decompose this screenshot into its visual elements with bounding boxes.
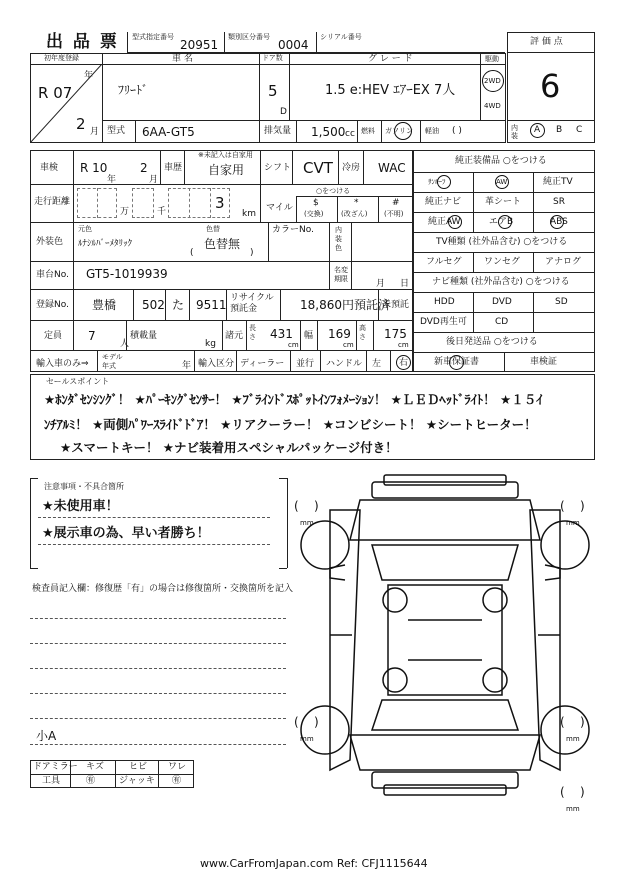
color-number-label: カラーNo. [272, 225, 314, 235]
first-reg-year: R 07 [38, 84, 73, 102]
handle-label: ハンドル [326, 359, 363, 369]
later-inspection-cert: 車検証 [530, 357, 558, 367]
unknown-symbol: # [392, 198, 400, 208]
fuel-gasoline: ガソリン [385, 127, 413, 135]
displacement-unit: cc [345, 129, 355, 139]
original-color: ﾙﾅｼﾙﾊﾞｰﾒﾀﾘｯｸ [78, 239, 133, 249]
genuine-equipment-label: 純正装備品 ○をつける [455, 156, 547, 166]
score-value: 6 [540, 67, 561, 105]
original-color-label: 元色 [78, 225, 92, 233]
mile-label: マイル [266, 203, 293, 213]
tread-unit-spare: mm [566, 805, 580, 813]
load-label: 積載量 [130, 331, 158, 341]
registration-kana: た [172, 298, 185, 312]
inspection-month-unit: 月 [149, 175, 159, 185]
import-dealer: ディーラー [240, 359, 285, 369]
tv-oneseg: ワンセグ [484, 257, 521, 267]
inspector-note: 小A [36, 729, 57, 743]
name-change-month: 月 [376, 279, 386, 289]
tread-bracket-rl: ( ) [294, 715, 319, 729]
model-year-label: モデル年式 [102, 353, 123, 370]
tv-fullseg: フルセグ [426, 257, 462, 267]
tread-unit-fl: mm [300, 519, 314, 527]
name-change-day: 日 [400, 279, 410, 289]
note-line-1: ★未使用車！ [42, 499, 119, 514]
chassis-label: 車台No. [36, 270, 69, 280]
legend-door-mirror: ドアミラー [33, 762, 78, 772]
height-label: 高さ [359, 324, 366, 341]
footer-reference: www.CarFromJapan.com Ref: CFJ1115644 [200, 857, 428, 870]
sales-line-1: ★ﾎﾝﾀﾞｾﾝｼﾝｸﾞ！ ★ﾊﾟｰｷﾝｸﾞｾﾝｻｰ！ ★ﾌﾞﾗｲﾝﾄﾞｽﾎﾟｯﾄｲﾝﾌｫﾒｰｼｮﾝ！ ★ＬＥＤﾍｯﾄﾞﾗｲﾄ！ ★１５ｲ [44, 392, 543, 407]
sales-line-2: ﾝﾁｱﾙﾐ！ ★両側ﾊﾟﾜｰｽﾗｲﾄﾞﾄﾞｱ！ ★リアクーラー！ ★コンビシート！ ★シートヒーター！ [44, 417, 537, 432]
tread-unit-fr: mm [566, 519, 580, 527]
navi-dvd: DVD [492, 297, 512, 307]
exchange-label: (交換) [304, 210, 324, 218]
chassis-number: GT5-1019939 [86, 267, 168, 281]
registration-area: 豊橋 [92, 298, 117, 312]
drive-label: 駆動 [485, 55, 499, 63]
capacity-value: 7 [88, 329, 96, 343]
import-label: 輸入車のみ⇒ [36, 359, 89, 369]
length-value: 431 [270, 327, 293, 341]
length-unit: cm [288, 341, 299, 349]
shift-value: CVT [303, 159, 333, 177]
navi-type-label: ナビ種類 (社外品含む) ○をつける [432, 277, 570, 287]
navi-sd: SD [555, 297, 568, 307]
legend-jack-present: ㊒ [172, 776, 182, 786]
tamper-symbol: * [354, 198, 359, 208]
note-line-2: ★展示車の為、早い者勝ち！ [42, 526, 210, 541]
year-unit: 年 [84, 71, 94, 81]
tread-bracket-fl: ( ) [294, 499, 319, 513]
shift-label: シフト [264, 163, 292, 173]
sales-line-3: ★スマートキー！ ★ナビ装着用スペシャルパッケージ付き！ [60, 440, 398, 455]
notes-label: 注意事項・不具合箇所 [44, 482, 124, 491]
interior-b: B [556, 125, 563, 135]
tv-analog: アナログ [545, 257, 582, 267]
sales-points-label: セールスポイント [46, 377, 110, 386]
recycle-unpaid: 未預託 [382, 300, 410, 310]
paren-close: ) [250, 248, 254, 258]
name-change-label: 名変期限 [334, 266, 348, 283]
color-change-value: 色替無 [204, 237, 241, 251]
later-shipment-label: 後日発送品 ○をつける [446, 337, 538, 347]
mileage-man: 万 [120, 207, 130, 217]
drive-2wd: 2WD [484, 77, 501, 85]
inspection-label: 車検 [40, 163, 59, 173]
import-category-label: 輸入区分 [198, 359, 235, 369]
doors-label: ドア数 [262, 54, 283, 62]
fuel-label: 燃料 [361, 127, 375, 135]
inspector-notes-label: 検査員記入欄：修復歴「有」の場合は修復箇所・交換箇所を記入 [32, 584, 294, 594]
tread-bracket-rr: ( ) [560, 715, 585, 729]
handle-left: 左 [372, 359, 382, 369]
grade-value: 1.5 e:HEV ｴｱｰEX 7人 [325, 83, 456, 98]
legend-crack: ヒビ [129, 762, 148, 772]
mileage-unit: km [242, 209, 256, 219]
grade-label: グ レ ー ド [368, 54, 413, 64]
first-reg-month: 2 [76, 115, 86, 133]
capacity-unit: 人 [120, 339, 130, 349]
tread-unit-rl: mm [300, 735, 314, 743]
dims-label: 諸元 [225, 331, 244, 341]
displacement-value: 1,500 [311, 125, 346, 139]
month-unit: 月 [90, 127, 100, 137]
navi-dvd-playback: DVD再生可 [420, 317, 467, 327]
tread-unit-rr: mm [566, 735, 580, 743]
exterior-color-label: 外装色 [36, 237, 64, 247]
displacement-label: 排気量 [264, 126, 292, 136]
tamper-label: (改ざん) [341, 210, 368, 218]
navi-cd: CD [495, 317, 509, 327]
equip-abs: ABS [550, 217, 568, 227]
model-label: 型式 [107, 126, 126, 136]
load-unit: kg [205, 339, 216, 349]
inspection-year: R 10 [80, 161, 108, 175]
capacity-label: 定員 [44, 331, 63, 341]
inspection-year-unit: 年 [107, 175, 117, 185]
equip-genuine-aw: 純正AW [428, 217, 461, 227]
interior-label: 内装 [511, 124, 518, 140]
registration-class: 502 [142, 298, 165, 312]
width-value: 169 [328, 327, 351, 341]
legend-jack: ジャッキ [119, 776, 155, 786]
mileage-label: 走行距離 [34, 197, 71, 207]
class-number: 0004 [278, 38, 309, 52]
mileage-sen: 千 [157, 207, 167, 217]
equip-leather-seat: 革シート [485, 197, 522, 207]
recycle-label: リサイクル預託金 [230, 293, 274, 314]
navi-hdd: HDD [434, 297, 455, 307]
unknown-label: (不明) [384, 210, 404, 218]
first-reg-diagonal [30, 64, 102, 143]
tread-bracket-spare: ( ) [560, 785, 585, 799]
model-year-unit: 年 [182, 361, 192, 371]
fuel-diesel: 軽油 [425, 127, 439, 135]
height-value: 175 [384, 327, 407, 341]
legend-tools: 工具 [42, 776, 61, 786]
history-label: 車歴 [164, 163, 183, 173]
first-reg-label: 初年度登録 [44, 54, 79, 62]
paren-open: ( [190, 248, 194, 258]
legend-break: ワレ [168, 762, 187, 772]
score-label: 評 価 点 [530, 37, 563, 47]
mileage-circle-note: ○をつける [316, 187, 351, 195]
legend-scratch: キズ [86, 762, 104, 772]
tv-type-label: TV種類 (社外品含む) ○をつける [436, 237, 568, 247]
width-unit: cm [343, 341, 354, 349]
equip-genuine-navi: 純正ナビ [425, 197, 462, 207]
interior-c: C [576, 125, 583, 135]
height-unit: cm [398, 341, 409, 349]
legend-tools-present: ㊒ [86, 776, 96, 786]
tread-bracket-fr: ( ) [560, 499, 585, 513]
width-label: 幅 [304, 331, 314, 341]
registration-number: 9511 [196, 298, 227, 312]
car-name: ﾌﾘｰﾄﾞ [118, 83, 149, 97]
recycle-value: 18,860円預託済 [300, 298, 390, 312]
equip-sr: SR [553, 197, 565, 207]
interior-color-label: 内装色 [335, 226, 342, 252]
car-damage-diagram [290, 470, 600, 810]
interior-a: A [534, 125, 541, 135]
serial-label: シリアル番号 [320, 33, 362, 41]
sheet-title: 出 品 票 [46, 32, 119, 52]
equip-aw: AW [496, 178, 508, 186]
color-change-label: 色替 [206, 225, 220, 233]
exchange-symbol: $ [313, 198, 319, 208]
ac-value: WAC [378, 161, 406, 175]
doors-value: 5 [268, 82, 278, 100]
history-note: ※未記入は自家用 [198, 151, 253, 159]
drive-4wd: 4WD [484, 102, 501, 110]
handle-right: 右 [399, 358, 409, 368]
history-value: 自家用 [208, 163, 245, 177]
model-spec-label: 型式指定番号 [132, 33, 174, 41]
equip-sunroof: ｻﾝﾙｰﾌ [428, 178, 446, 186]
equip-airbag: エアB [489, 217, 514, 227]
length-label: 長さ [249, 324, 256, 341]
model-code: 6AA-GT5 [142, 125, 195, 139]
mileage-value: 3 [215, 194, 225, 212]
ac-label: 冷房 [342, 163, 361, 173]
import-parallel: 並行 [296, 359, 315, 369]
model-spec-number: 20951 [180, 38, 219, 52]
car-name-label: 車 名 [172, 54, 193, 64]
door-suffix: D [280, 107, 287, 117]
later-new-car-warranty: 新車保証書 [434, 357, 480, 367]
registration-label: 登録No. [36, 300, 69, 310]
fuel-other: ( ) [452, 126, 462, 136]
class-number-label: 類別区分番号 [228, 33, 270, 41]
equip-genuine-tv: 純正TV [543, 177, 573, 187]
inspection-month: 2 [140, 161, 148, 175]
